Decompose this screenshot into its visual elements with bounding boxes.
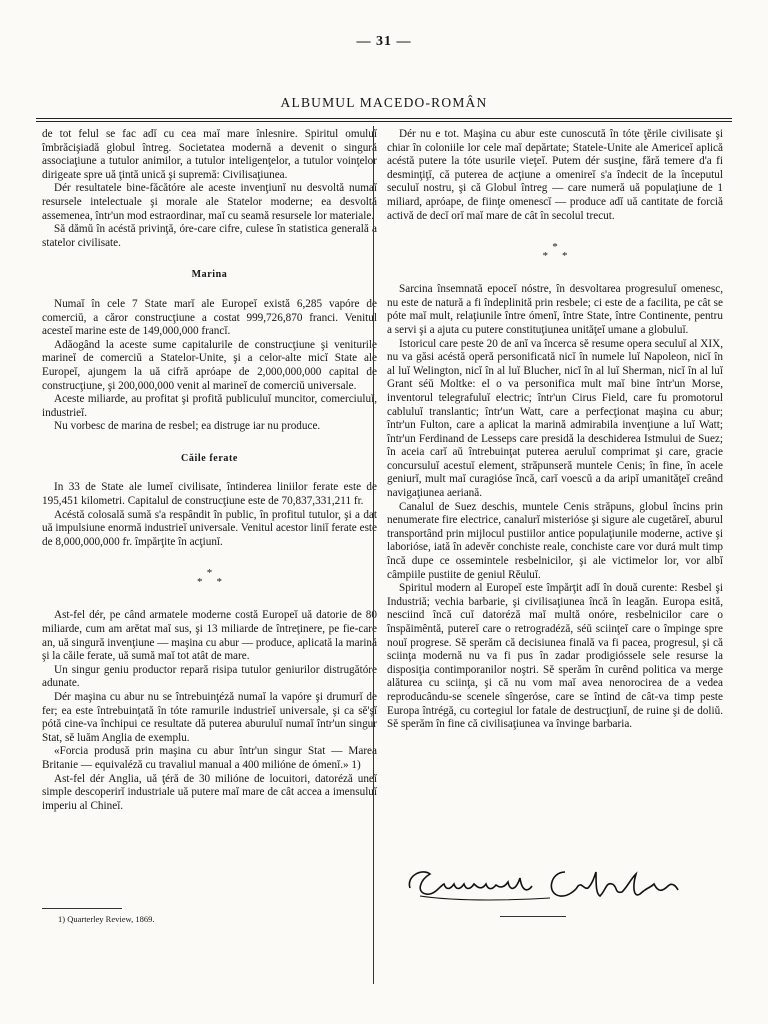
left-paragraph-7: Nu vorbesc de marina de resbel; ea distruge iar nu produce. (54, 420, 321, 433)
section-separator-stars: * ** (197, 567, 236, 589)
left-paragraph-5: Adăogând la aceste sume capitalurile de construcţiune şi veniturile marineĭ de comerciŭ a Statelor-Unite, şi a celor-alte micĭ State ale Europeĭ, ajungem la uă cifră apróape de 2,000,000,000 capital de construcţiune, şi 200,000,000 venit al marineĭ de comerciŭ universale. (42, 338, 377, 392)
signature (400, 858, 700, 906)
right-paragraph-4: Canalul de Suez deschis, muntele Cenis străpuns, globul încins prin nenumerate fire electrice, canalurĭ misterióse şi sigure ale cugetăreĭ, aburul transportând prin mijlocul pustiilor antice populaţiunile moderne, active şi laborióse, iată în adevĕr conchiste reale, conchiste care vor durá mult timp încă dupe ce ossemintele resbelnicilor, şi ale victimelor lor, vor albĭ câmpiile pustiite de geniul Rĕuluĭ. (387, 500, 723, 581)
section-separator-stars-right: * ** (542, 241, 582, 263)
page-number: — 31 — (356, 34, 412, 49)
left-paragraph-10: Ast-fel dér, pe când armatele moderne costă Europeĭ uă datorie de 80 miliarde, cum am arĕtat maĭ sus, şi 13 miliarde de întreţinere, pe fie-care an, uă singură invenţiune — maşina cu abur — produce, aplicată la marină şi la căile ferate, uă sumă maĭ tot atât de mare. (42, 609, 377, 663)
footnote-rule (42, 908, 122, 909)
left-column (42, 128, 377, 813)
footnote: 1) Quarterley Review, 1869. (58, 914, 155, 924)
left-paragraph-2: Dér resultatele bine-făcătóre ale aceste invenţiunĭ nu desvoltă numaĭ resursele intelectuale şi morale ale Statelor moderne; ea desvoltă assemenea, într'un mod estraordinar, maĭ cu seamă resursele lor materiale. (42, 182, 377, 222)
left-paragraph-13: «Forcia produsă prin maşina cu abur într'un singur Stat — Marea Britanie — equivaléză cu travaliul manual a 400 milióne de ómenĭ.» 1) (42, 745, 377, 771)
right-column (387, 128, 723, 732)
signature-rule (500, 916, 566, 917)
section-heading-railways: Căile ferate (181, 452, 238, 464)
left-paragraph-1: de tot felul se fac adĭ cu cea maĭ mare înlesnire. Spiritul omuluĭ îmbrăcişiadă globul întreg. Societatea modernă a devenit o singură associaţiune a tutulor animilor, a tutulor inteligenţelor, a tutulor voinţelor dirigeate spre uă ţintă unică şi supremă: Civilisaţiunea. (42, 128, 377, 181)
section-heading-marina: Marina (191, 269, 228, 281)
signature-image (400, 858, 700, 906)
journal-title: ALBUMUL MACEDO-ROMÂN (280, 95, 488, 110)
header-rule (36, 118, 732, 119)
left-paragraph-14: Ast-fel dér Anglia, uă ţéră de 30 milióne de locuitori, datoréză uneĭ simple descoperirĭ industriale uă putere maĭ mare de cât accea a imensuluĭ imperiu al Chineĭ. (42, 772, 377, 812)
right-paragraph-2: Sarcina însemnată epoceĭ nóstre, în desvoltarea progresuluĭ omenesc, nu este de natură a fi îndeplinită prin resbele; ci este de a facilita, pe cât se póte maĭ mult, relaţiunile între ómenĭ, între State, între Continente, pentru a servi şi a ajuta cu putere constituţiunea unităţeĭ umane a globuluĭ. (387, 283, 723, 336)
header-rule-thin (36, 121, 732, 122)
right-paragraph-1: Dér nu e tot. Maşina cu abur este cunoscută în tóte ţĕrile civilisate şi chiar în coloniile lor cele maĭ depărtate; Statele-Unite ale Americeĭ aplică acéstă putere la tóte usurile vieţeĭ. Putem dér susţine, fără temere d'a fi desminţiţĭ, că puterea de acţiune a omenireĭ s'a îndecit de la începutul seculuĭ nostru, şi că Globul întreg — care numeră uă populaţiune de 1 miliard, apróape, de fiinţe omenescĭ — produce adĭ uă cantitate de forciă activă de decĭ orĭ maĭ mare de cât în secolul trecut. (387, 128, 723, 222)
left-paragraph-3: Să dămŭ în acéstă privinţă, óre-care cifre, culese în statistica generală a statelor civilisate. (42, 223, 377, 249)
left-paragraph-9: Acéstă colosală sumă s'a respândit în public, în profitul tutulor, şi a dat uă impulsiune enormă industrieĭ universale. Venitul acestor liniĭ ferate este de 8,000,000,000 fr. împărţite în acţiunĭ. (42, 508, 377, 548)
left-paragraph-6: Aceste miliarde, au profitat şi profită publiculuĭ muncitor, comerciuluĭ, industrieĭ. (42, 393, 377, 419)
left-paragraph-12: Dér maşina cu abur nu se întrebuinţéză numaĭ la vapóre şi drumurĭ de fer; ea este întrebuinţată în tóte ramurile industrieĭ universale, şi ca sĕ'şĭ pótă cine-va închipui ce resultate dă puterea aburuluĭ numaĭ într'un singur Stat, sĕ luăm Anglia de exemplu. (42, 691, 377, 744)
column-divider (373, 126, 374, 984)
left-paragraph-4: Numaĭ în cele 7 State marĭ ale Europeĭ există 6,285 vapóre de comerciŭ, a căror construcţiune a costat 999,726,870 franci. Venitul acesteĭ marine este de 149,000,000 francĭ. (42, 297, 377, 338)
left-paragraph-8: In 33 de State ale lumeĭ civilisate, întinderea liniilor ferate este de 195,451 kilometri. Capitalul de construcţiune este de 70,837,331,211 fr. (42, 481, 377, 508)
left-paragraph-11: Un singur geniu productor repară risipa tutulor geniurilor distrugătóre adunate. (42, 663, 377, 690)
right-paragraph-5: Spiritul modern al Europeĭ este împărţit adĭ în două curente: Resbel şi Industriă; vechia barbarie, şi civilisaţiunea încă în leagăn. Europa esită, nesciind încă cuĭ datoréză maĭ multă onóre, resbelnicilor care o înspăimêntă, putereĭ care o retrogradéză, séŭ sciinţeĭ care o împinge spre nouĭ progrese. Sĕ sperăm că decisiunea finală va fi pacea, progresul, şi că sciinţa modernă nu va fi pus în zadar prodigióssele sele resurse la disposiţia contimporanilor noştri. Sĕ sperăm în curênd politica va merge alăturea cu sciinţa, şi că nu vom maĭ avea nenorocirea de a vedea reproducându-se scenele sîngeróse, care se întind de cât-va timp peste Europa întrégă, cu cortegiul lor fatale de destrucţiunĭ, de ruine şi de doliŭ. Sĕ sperăm în fine că civilisaţiunea va învinge barbaria. (387, 582, 723, 731)
right-paragraph-3: Istoricul care peste 20 de anĭ va încerca sĕ resume opera seculuĭ al XIX, nu va găsi acéstă operă personificată nicĭ în numele luĭ Napoleon, nicĭ în al luĭ Welington, nicĭ în al luĭ Blucher, nicĭ în al luĭ Sherman, nicĭ în al luĭ Grant séŭ Moltke: el o va personifica mult maĭ bine într'un Morse, inventorul telegrafuluĭ electric; într'un Cirus Field, care fu promotorul cabluluĭ translantic; într'un Watt, care a perfecţionat maşina cu abur; într'un Fulton, care a aplicat la marină admirabila invenţiune a luĭ Watt; într'un Ferdinand de Lesseps care presidă la deschiderea Istmului de Suez; în aceia carĭ aŭ întrebuinţat puterea aeruluĭ comprimat şi care, gracie concursuluĭ acestuĭ element, străpunseră muntele Cenis; în fine, în acele geniurĭ, mult maĭ curagióse încă, carĭ voescŭ a da aripĭ umanităţeĭ creând navigaţiunea aeriană. (387, 337, 723, 500)
